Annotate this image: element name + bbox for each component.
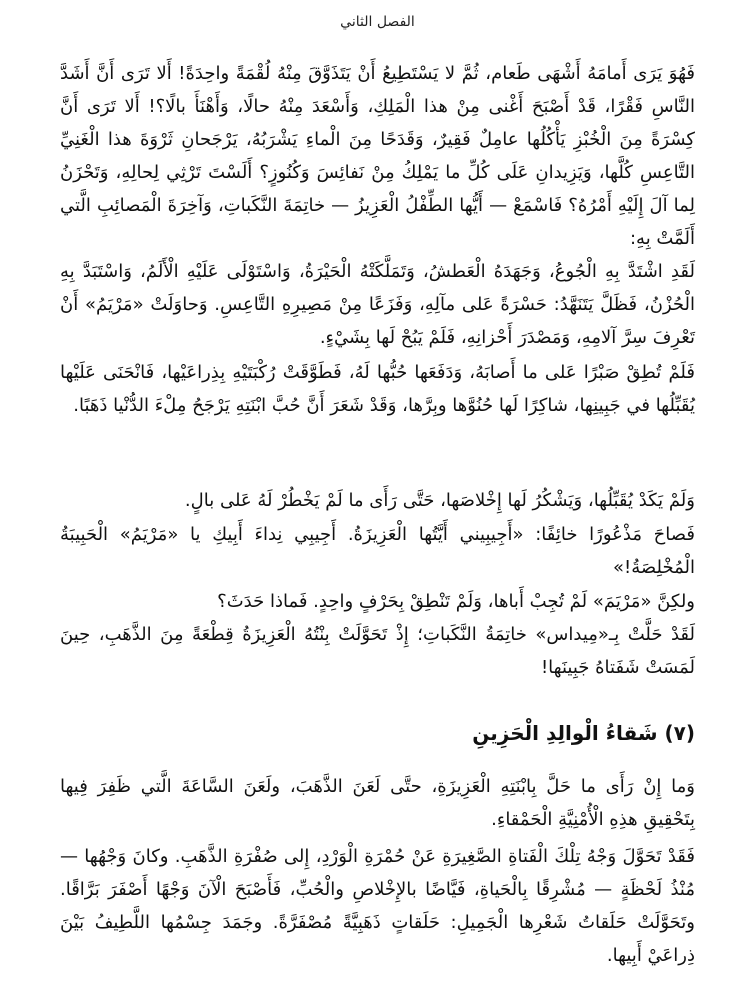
section-title: (٧) شَقاءُ الْوالِدِ الْحَزِينِ [472, 721, 695, 745]
paragraph-4: وَلَمْ يَكَدْ يُقَبِّلُها، وَيَشْكُرُ لَها إِخْلاصَها، حَتَّى رَأَى ما لَمْ يَخْطُرْ لَهُ عَلى بالٍ. [184, 490, 695, 511]
running-head: الفصل الثاني [340, 14, 415, 30]
paragraph-1: فَهُوَ يَرَى أَمامَهُ أَشْهَى طَعام، ثُمَّ لا يَسْتَطِيعُ أَنْ يَتَذَوَّقَ مِنْهُ لُقْمَةً واحِدَةً! أَلا تَرَى أَنَّ أَشَدَّ النَّاسِ فَقْرًا، قَدْ أَصْبَحَ أَغْنى مِنْ هذا الْمَلِكِ، وَأَسْعَدَ مِنْهُ حالًا، وَأَهْنَأَ بالًا؟! أَلا تَرَى أَنَّ كِسْرَةً مِنَ الْخُبْزِ يَأْكُلُها عامِلٌ فَقِيرٌ، وَقَدَحًا مِنَ الْماءِ يَشْرَبُهُ، يَرْجَحانِ ثَرْوَةَ هذا الْغَنِيِّ التَّاعِسِ كُلَّها، وَيَزِيدانِ عَلَى كُلِّ ما يَمْلِكُ مِنْ نَفائِسَ وَكُنُوزٍ؟ أَلَسْتَ تَرْثِي لِحالِهِ، وَتَحْزَنُ لِما آلَ إِلَيْهِ أَمْرُهُ؟ فَاسْمَعْ — أَيُّها الطِّفْلُ الْعَزِيزُ — خاتِمَةَ النَّكَباتِ، وَآخِرَةَ الْمَصائِبِ الَّتي أَلَمَّتْ بِهِ: [60, 63, 695, 249]
section-paragraph-2: فَقَدْ تَحَوَّلَ وَجْهُ تِلْكَ الْفَتاةِ الصَّغِيرَةِ عَنْ حُمْرَةِ الْوَرْدِ، إِلى صُفْرَةِ الذَّهَبِ. وكانَ وَجْهُها — مُنْذُ لَحْظَةٍ — مُشْرِقًا بِالْحَياةِ، فَيَّاضًا بالإِخْلاصِ والْحُبِّ، فَأَصْبَحَ الْآنَ وَجْهًا أَصْفَرَ بَرَّاقًا. وتَحَوَّلَتْ حَلَقاتُ شَعْرِها الْجَمِيلِ: حَلَقاتٍ ذَهَبِيَّةً مُصْفَرَّةً. وجَمَدَ جِسْمُها اللَّطِيفُ بَيْنَ ذِراعَيْ أَبِيها. [60, 846, 695, 966]
paragraph-2: لَقَدِ اشْتَدَّ بِهِ الْجُوعُ، وَجَهَدَهُ الْعَطشُ، وَتَمَلَّكَتْهُ الْحَيْرَةُ، وَاسْتَوْلَى عَلَيْهِ الْأَلَمُ، وَاسْتَبَدَّ بِهِ الْحُزْنُ، فَظَلَّ يَتَنَهَّدُ: حَسْرَةً عَلى مآلِهِ، وَفَزَعًا مِنْ مَصِيرِهِ التَّاعِسِ. وَحاوَلَتْ «مَرْيَمُ» أَنْ تَعْرِفَ سِرَّ آلامِهِ، وَمَصْدَرَ أَحْزانِهِ، فَلَمْ يَبُحْ لَها بِشَيْءٍ. [60, 261, 695, 348]
section-paragraph-1: وَما إِنْ رَأَى ما حَلَّ بِابْنَتِهِ الْعَزِيزَةِ، حتَّى لَعَنَ الذَّهَبَ، ولَعَنَ السَّاعَةَ الَّتي ظَفِرَ فِيها بِتَحْقِيقِ هذِهِ الْأُمْنِيَّةِ الْحَمْقاءِ. [60, 776, 695, 830]
paragraph-7: لَقَدْ حَلَّتْ بِـ«مِيداس» خاتِمَةُ النَّكَباتِ؛ إِذْ تَحَوَّلَتْ بِنْتُهُ الْعَزِيزَةُ قِطْعَةً مِنَ الذَّهَبِ، حِينَ لَمَسَتْ شَفَتاهُ جَبِينَها! [60, 624, 695, 678]
paragraph-3: فَلَمْ تُطِقْ صَبْرًا عَلى ما أَصابَهُ، وَدَفَعَها حُبُّها لَهُ، فَطَوَّقَتْ رُكْبَتَيْهِ بِذِراعَيْها، فَانْحَنَى عَلَيْها يُقَبِّلُها في جَبِينِها، شاكِرًا لَها حُنُوَّها وبِرَّها، وَقَدْ شَعَرَ أَنَّ حُبَّ ابْنَتِهِ يَرْجَحُ مِلْءَ الدُّنْيا ذَهَبًا. [60, 362, 695, 416]
book-page [60, 0, 695, 1000]
paragraph-6: ولكِنَّ «مَرْيَمَ» لَمْ تُجِبْ أَباها، وَلَمْ تَنْطِقْ بِحَرْفٍ واحِدٍ. فَماذا حَدَثَ؟ [217, 591, 695, 612]
paragraph-5: فَصاحَ مَذْعُورًا خائِفًا: «أَجِيبِيني أَيَّتُها الْعَزِيزَةُ. أَجِيبِي نِداءَ أَبِيكِ يا «مَرْيَمُ» الْحَبِيبَةُ الْمُخْلِصَةُ!» [60, 524, 695, 578]
